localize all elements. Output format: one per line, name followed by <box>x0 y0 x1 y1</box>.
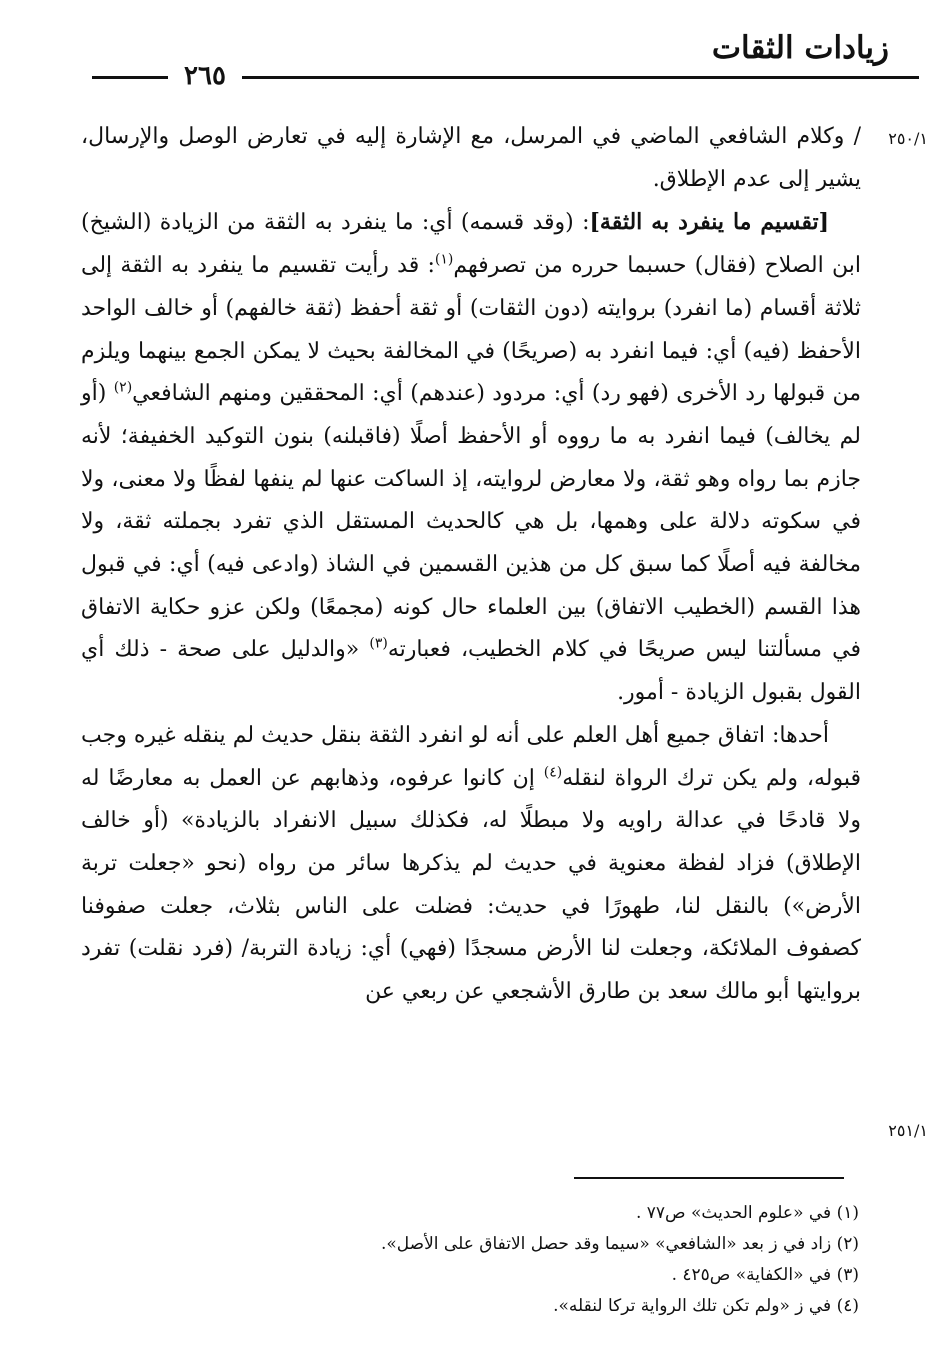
paragraph-text: / وكلام الشافعي الماضي في المرسل، مع الإشارة إليه في تعارض الوصل والإرسال، يشير إلى عدم الإطلاق. <box>81 124 861 192</box>
footnote: (١) في «علوم الحديث» ص٧٧ . <box>635 1203 859 1223</box>
paragraph-text: (أو لم يخالف) فيما انفرد به ما رووه أو الأحفظ أصلًا (فاقبلنه) بنون التوكيد الخفيفة؛ لأنه جازم بما رواه وهو ثقة، ولا معارض لروايته، إذ الساكت عنها لم ينفها لفظًا ولا معنى، ولا في سكوته دلالة على وهمها، بل هي كالحديث المستقل الذي تفرد بجملته ثقة، ولا مخالفة فيه أصلًا كما سبق كل من هذين القسمين في الشاذ (وادعى فيه) أي: في قبول هذا القسم (الخطيب الاتفاق) بين العلماء حال كونه (مجمعًا) ولكن عزو حكاية الاتفاق في مسألتنا ليس صريحًا في كلام الخطيب، فعبارته <box>81 381 861 663</box>
paragraph-text: «والدليل على صحة - ذلك أي القول بقبول الزيادة - أمور. <box>81 637 861 706</box>
footnote: (٢) زاد في ز بعد «الشافعي» «سيما وقد حصل الاتفاق على الأصل». <box>380 1234 859 1254</box>
paragraph <box>81 116 861 201</box>
footnote: (٤) في ز «ولم تكن تلك الرواية تركا لنقله». <box>553 1296 859 1316</box>
footnote-reference: (٣) <box>369 636 388 653</box>
paragraph <box>81 715 861 1014</box>
main-body-text <box>81 116 861 1014</box>
paragraph-text: إن كانوا عرفوه، وذهابهم عن العمل به معارضًا له ولا قادحًا في عدالة راويه ولا مبطلًا له، فكذلك سبيل الانفراد بالزيادة» (أو خالف الإطلاق) فزاد لفظة معنوية في حديث لم يذكرها سائر من رواه (نحو «جعلت تربة الأرض») بالنقل لنا، طهورًا في حديث: فضلت على الناس بثلاث، جعلت صفوفنا كصفوف الملائكة، وجعلت لنا الأرض مسجدًا (فهي) أي: زيادة التربة/ (فرد نقلت) تفرد بروايتها أبو مالك سعد بن طارق الأشجعي عن ربعي عن <box>81 765 861 1005</box>
footnote-reference: (٢) <box>113 379 133 396</box>
footnote: (٣) في «الكفاية» ص٤٢٥ . <box>671 1265 859 1285</box>
paragraph <box>81 201 861 714</box>
footnote-reference: (٤) <box>543 764 563 781</box>
paragraph-text: : (وقد قسمه) أي: ما ينفرد به الثقة من الزيادة (الشيخ) ابن الصلاح (فقال) حسبما حرره من تصرفهم <box>81 210 861 279</box>
page-number: ٢٦٥ <box>184 61 226 91</box>
running-header-title: زيادات الثقات <box>711 30 889 66</box>
section-heading: [تقسيم ما ينفرد به الثقة] <box>589 209 829 236</box>
paragraph-text: : قد رأيت تقسيم ما ينفرد به الثقة إلى ثلاثة أقسام (ما انفرد) بروايته (دون الثقات) أو ثقة أحفظ (ثقة خالفهم) أو خالف الواحد الأحفظ (فيه) أي: فيما انفرد به (صريحًا) في المخالفة بحيث لا يمكن الجمع بينهما ويلزم من قبولها رد الأخرى (فهو رد) أي: مردود (عندهم) أي: المحققين ومنهم الشافعي <box>81 253 861 407</box>
footnotes <box>79 1198 859 1322</box>
paragraph-text: أحدها: اتفاق جميع أهل العلم على أنه لو انفرد الثقة بنقل حديث لم ينقله غيره وجب قبوله، ولم يكن ترك الرواة لنقله <box>81 722 861 791</box>
margin-note-reference: ٢٥١/١ <box>888 1121 928 1140</box>
margin-note-reference: ٢٥٠/١ <box>888 129 928 148</box>
header-rule-right <box>242 76 919 79</box>
header-rule-left <box>92 76 168 79</box>
footnote-reference: (١) <box>434 251 454 268</box>
footnote-separator <box>574 1177 844 1179</box>
